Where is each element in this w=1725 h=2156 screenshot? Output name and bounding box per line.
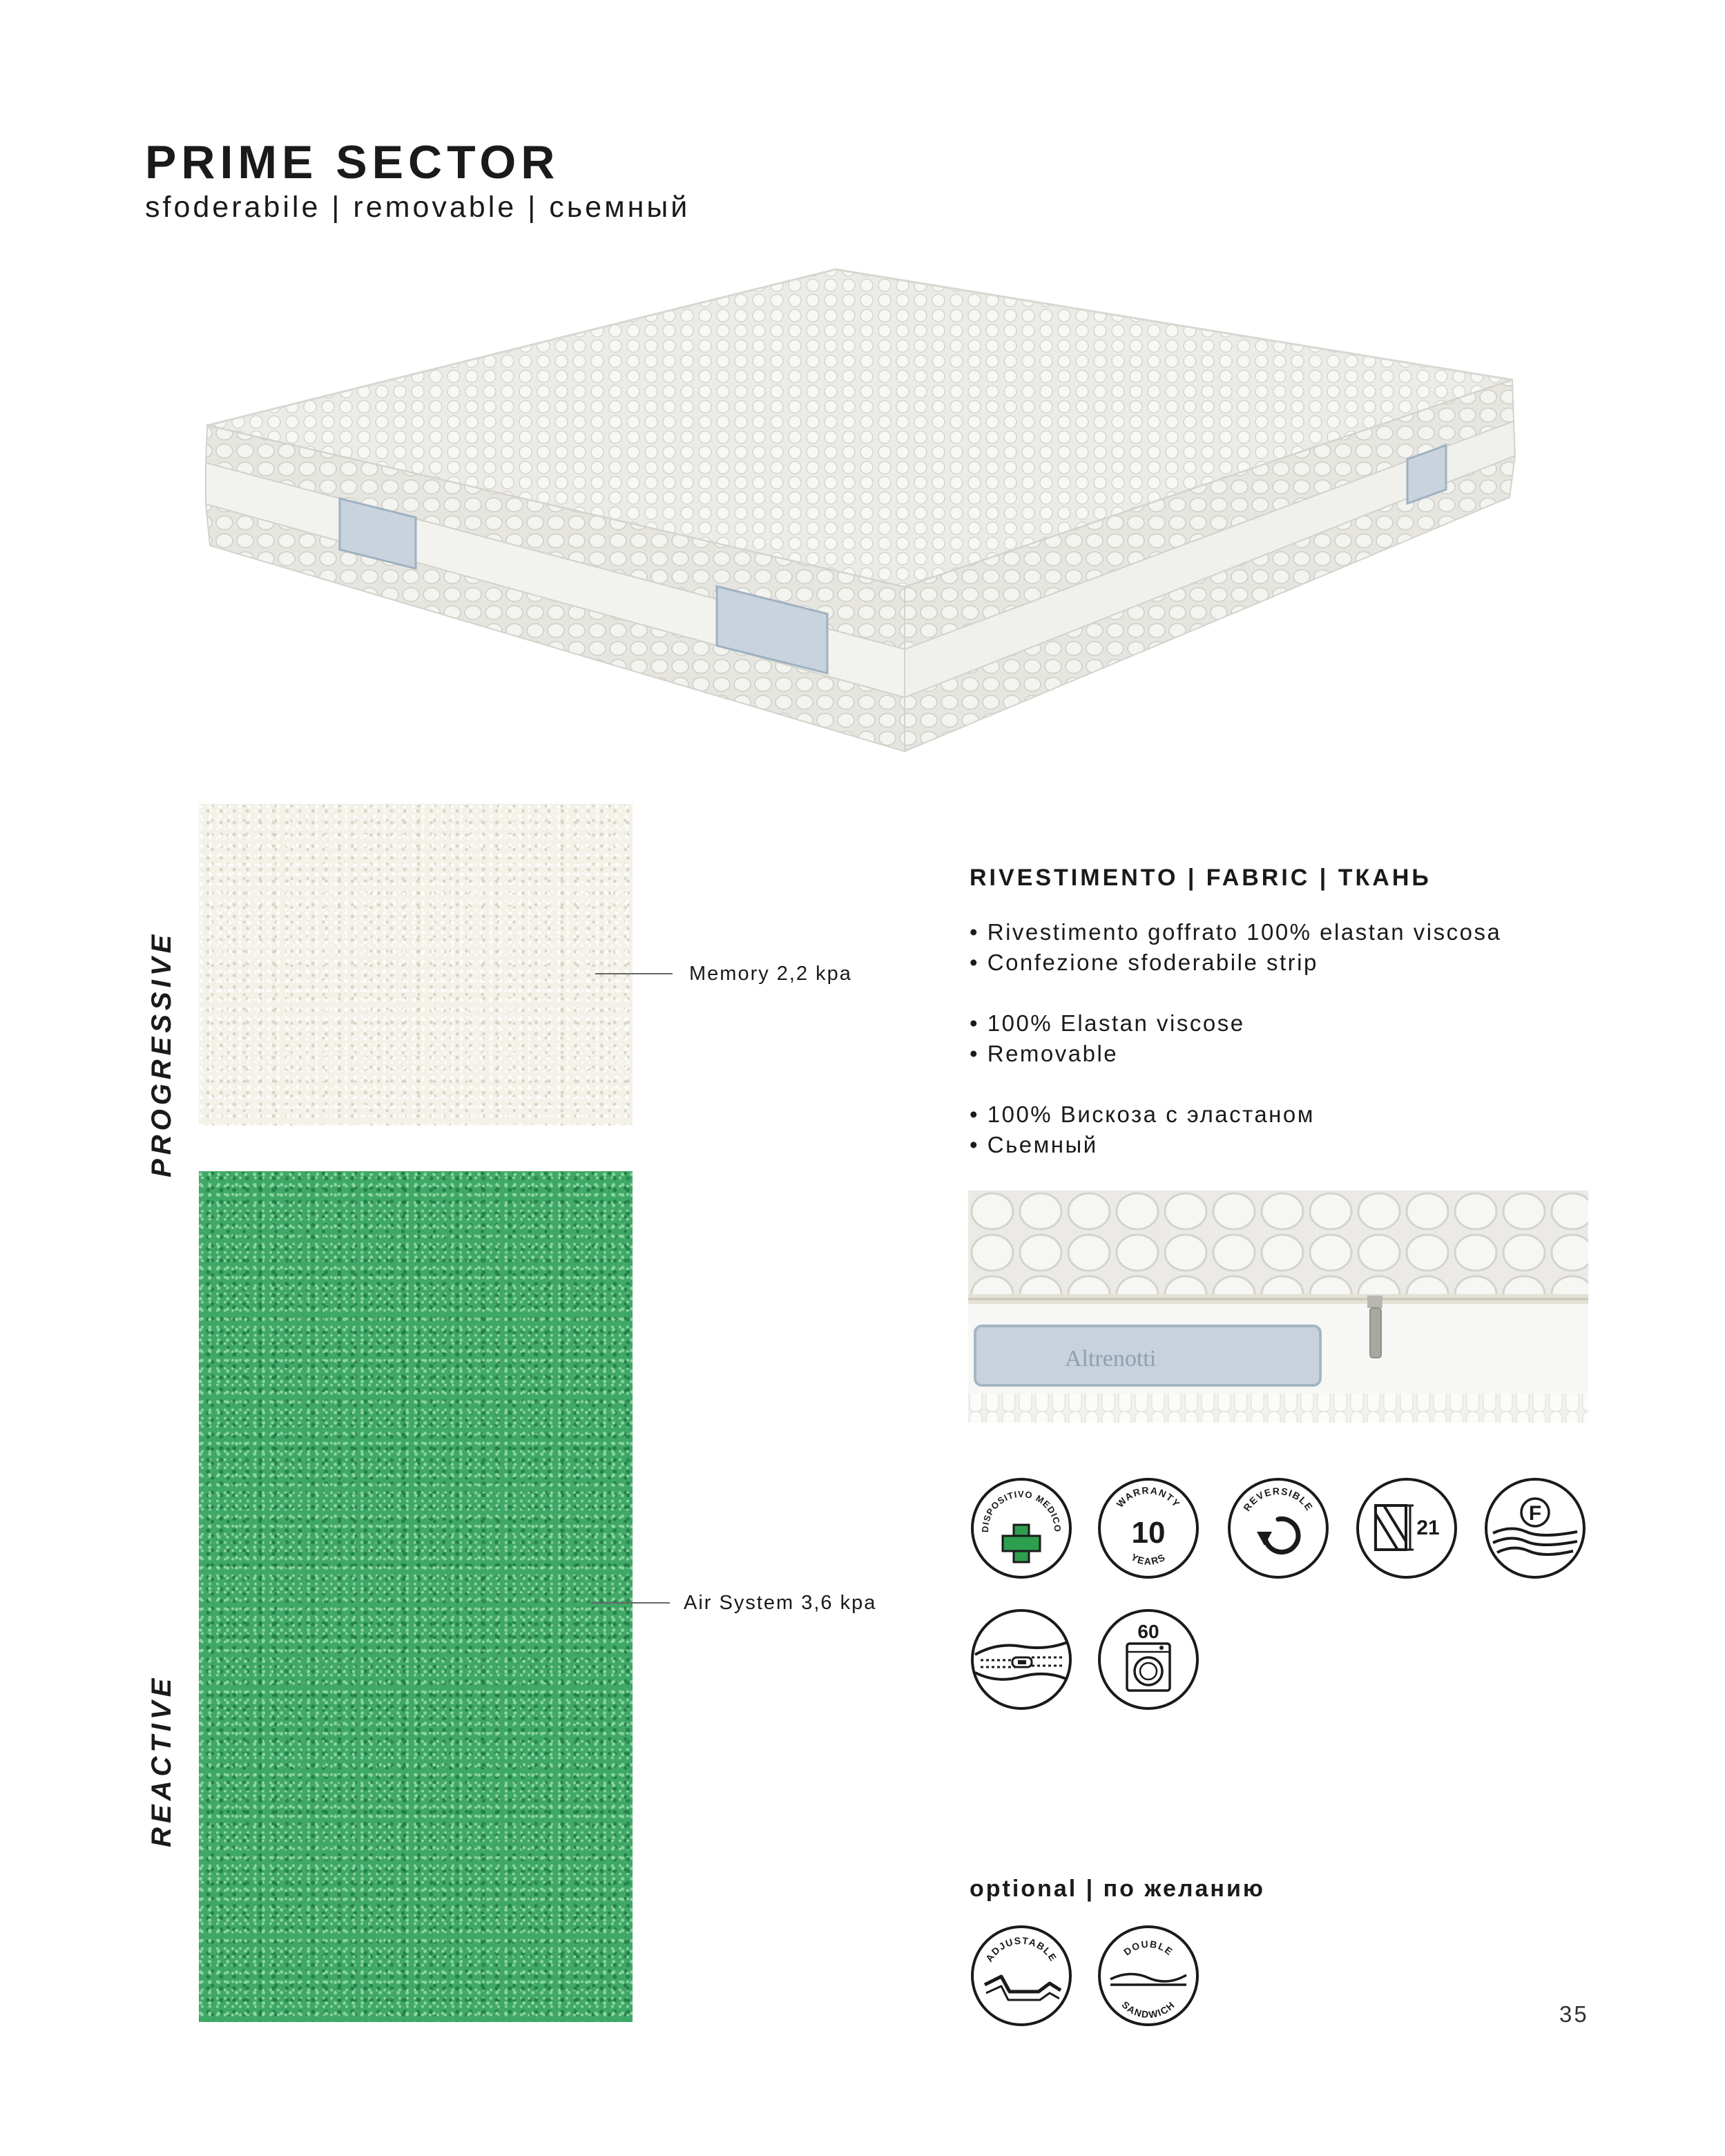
fabric-bullet: • Сьемный <box>970 1130 1501 1160</box>
svg-text:SANDWICH: SANDWICH <box>1119 1999 1177 2021</box>
medical-device-icon <box>970 1476 1073 1580</box>
fabric-bullet: • Confezione sfoderabile strip <box>970 947 1501 978</box>
svg-text:60: 60 <box>1137 1621 1159 1642</box>
firmness-icon <box>1483 1476 1587 1580</box>
page-subtitle: sfoderabile | removable | сьемный <box>145 191 691 224</box>
air-system-foam-sample <box>199 1171 633 2022</box>
fabric-bullets <box>970 917 1501 1160</box>
memory-layer-label: Memory 2,2 kpa <box>689 963 852 985</box>
svg-text:DOUBLE: DOUBLE <box>1121 1938 1175 1958</box>
page-title: PRIME SECTOR <box>145 136 560 189</box>
zipper-icon <box>970 1608 1073 1711</box>
mattress-height-icon <box>1355 1476 1458 1580</box>
progressive-label: PROGRESSIVE <box>146 930 177 1177</box>
fabric-bullet: • Rivestimento goffrato 100% elastan viscosa <box>970 917 1501 947</box>
svg-text:REVERSIBLE: REVERSIBLE <box>1241 1485 1316 1513</box>
air-layer-label: Air System 3,6 kpa <box>684 1592 877 1614</box>
adjustable-icon <box>970 1924 1073 2028</box>
svg-text:DISPOSITIVO MEDICO: DISPOSITIVO MEDICO <box>979 1488 1063 1533</box>
page-number: 35 <box>1559 2001 1589 2027</box>
svg-text:10: 10 <box>1131 1516 1166 1550</box>
air-leader-line <box>591 1602 670 1604</box>
svg-text:F: F <box>1528 1502 1542 1525</box>
memory-foam-sample <box>199 804 633 1126</box>
svg-text:ADJUSTABLE: ADJUSTABLE <box>983 1934 1059 1964</box>
optional-heading: optional | по желанию <box>970 1876 1265 1902</box>
reversible-icon <box>1226 1476 1330 1580</box>
fabric-bullet: • Removable <box>970 1039 1501 1069</box>
washing-machine-icon <box>1097 1608 1200 1711</box>
reactive-label: REACTIVE <box>146 1674 177 1847</box>
fabric-bullet: • 100% Elastan viscose <box>970 1008 1501 1039</box>
svg-text:WARRANTY: WARRANTY <box>1114 1484 1183 1510</box>
fabric-brand-text: Altrenotti <box>1065 1346 1157 1371</box>
fabric-closeup-photo <box>968 1191 1588 1423</box>
warranty-icon <box>1097 1476 1200 1580</box>
svg-text:21: 21 <box>1416 1517 1440 1539</box>
svg-text:YEARS: YEARS <box>1129 1551 1168 1567</box>
fabric-bullet: • 100% Вискоза с эластаном <box>970 1099 1501 1130</box>
memory-leader-line <box>595 973 673 974</box>
double-sandwich-icon <box>1097 1924 1200 2028</box>
mattress-image <box>193 262 1533 773</box>
fabric-heading: RIVESTIMENTO | FABRIC | ТКАНЬ <box>970 865 1432 891</box>
